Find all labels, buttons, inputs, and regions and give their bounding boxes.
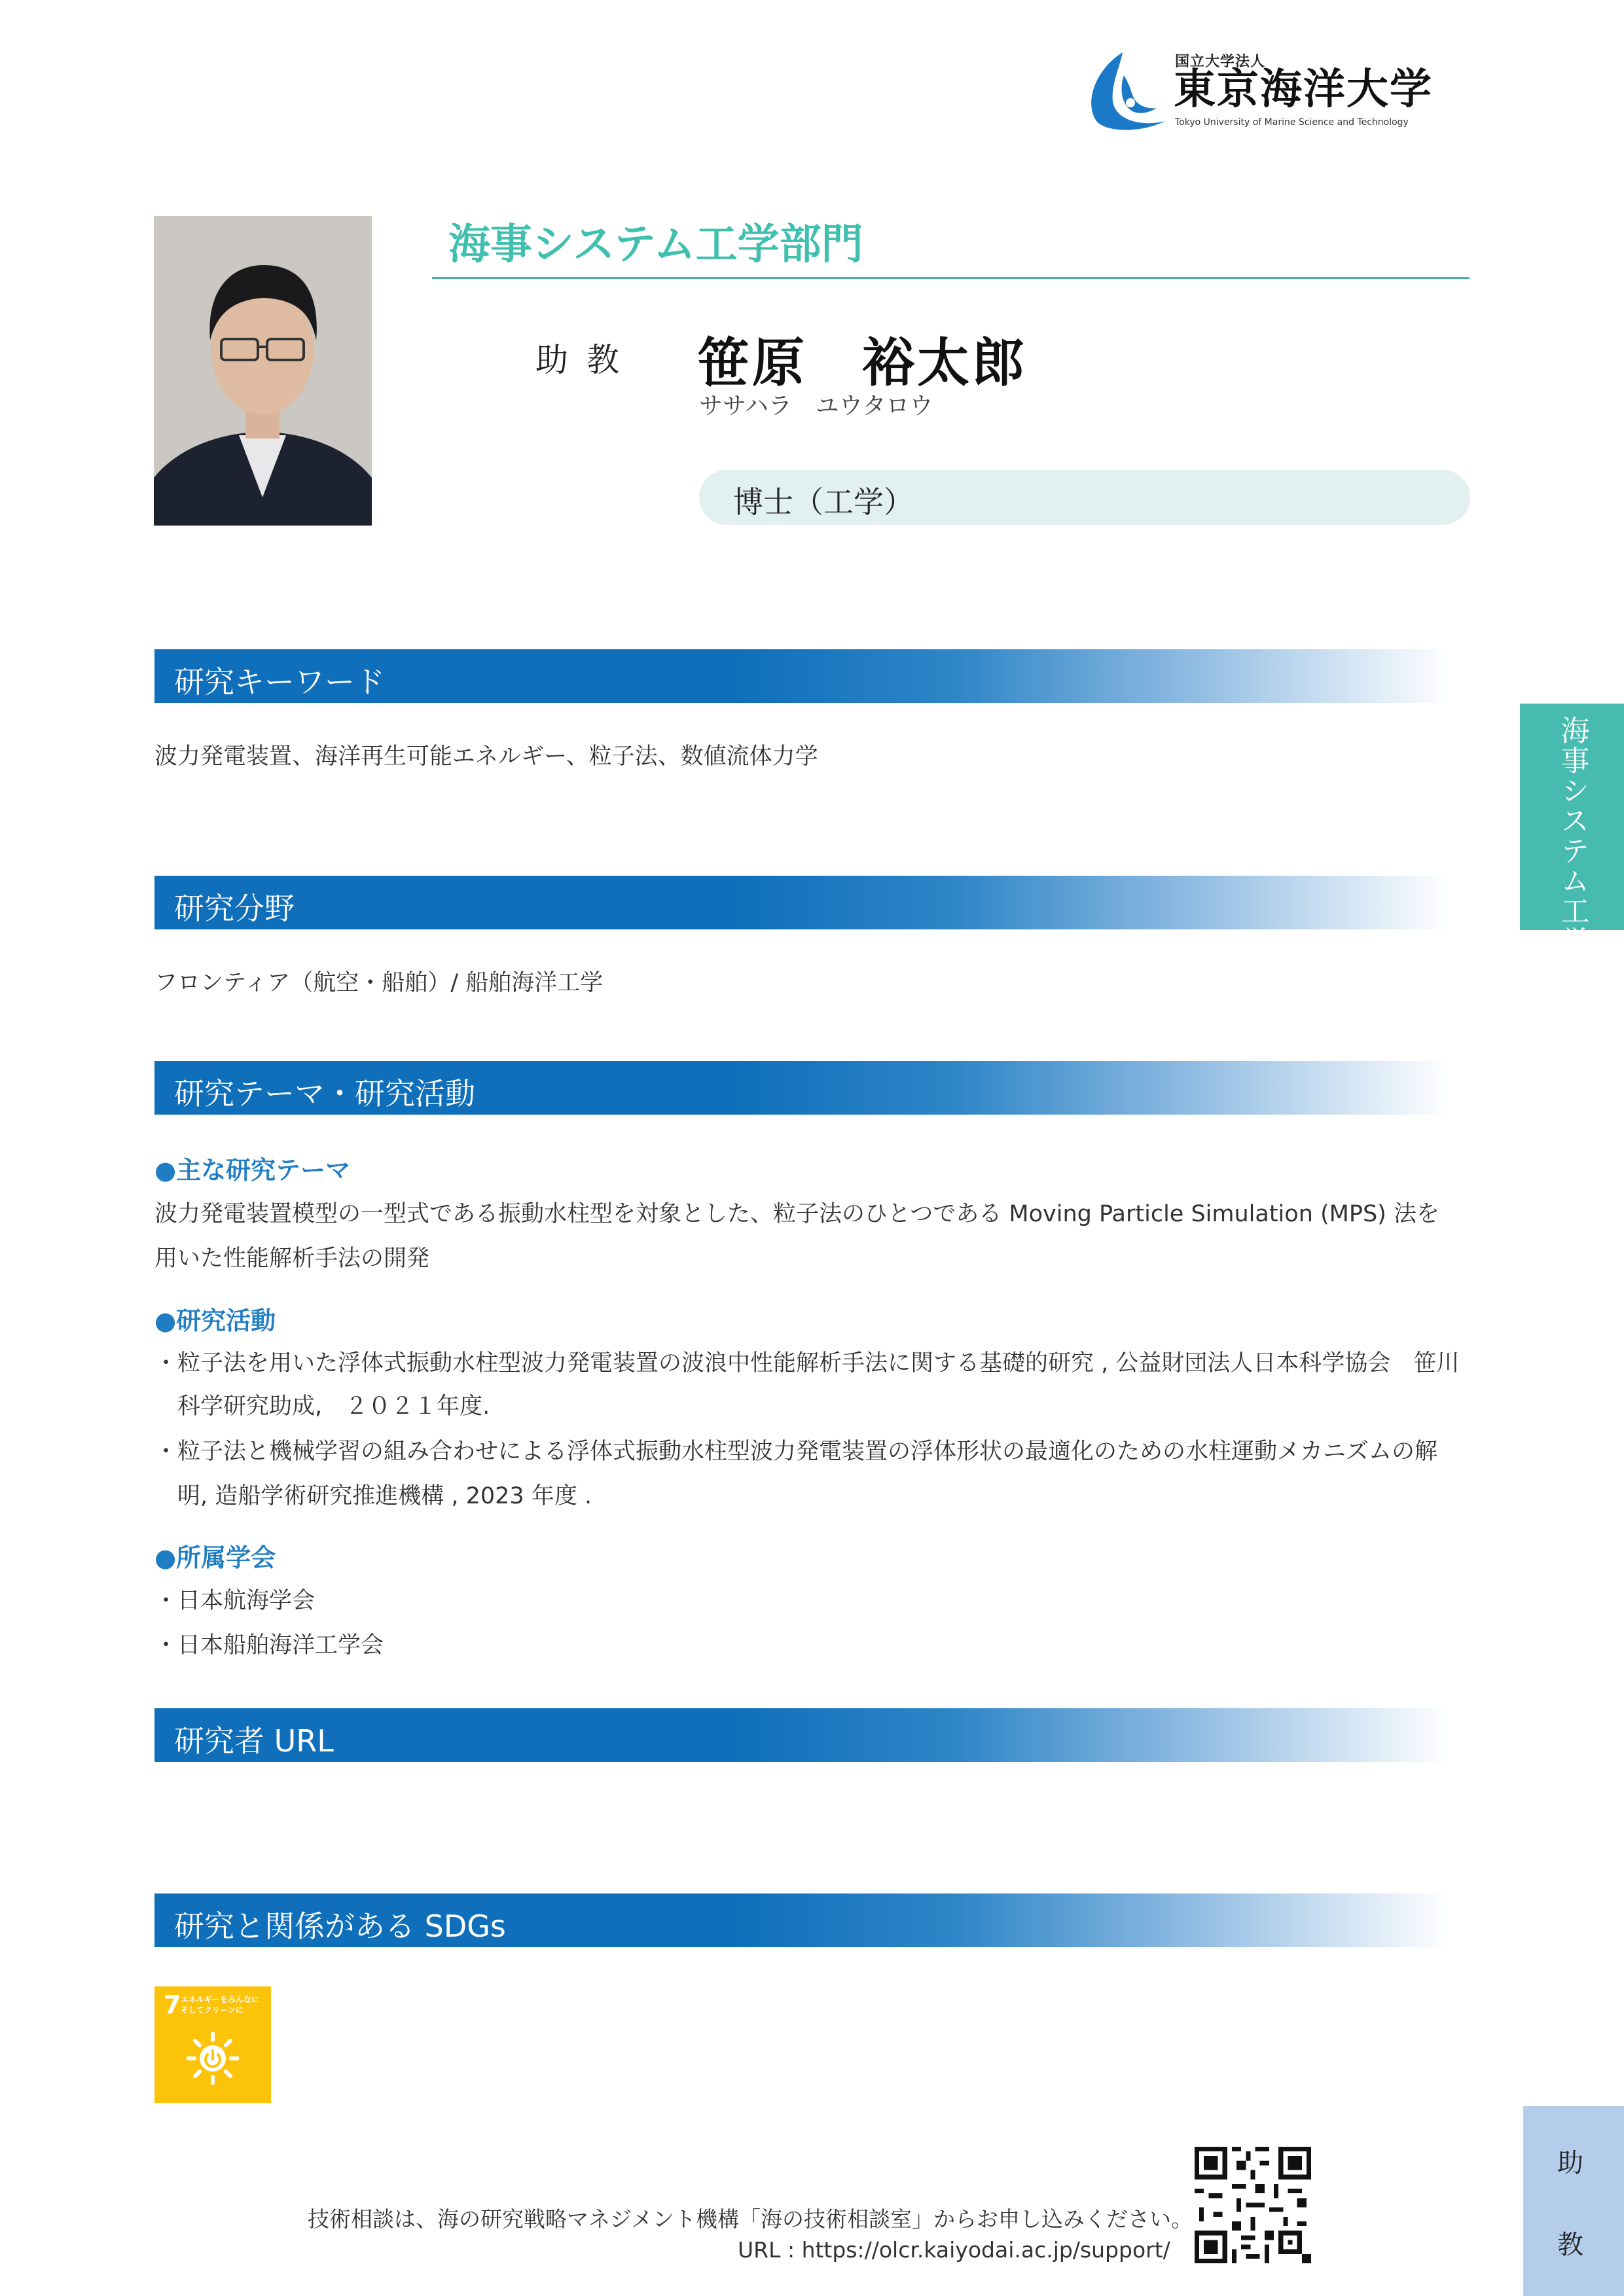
society-line: ・日本船舶海洋工学会 (154, 1632, 384, 1659)
footer-consultation-text: 技術相談は、海の研究戦略マネジメント機構「海の技術相談室」からお申し込みください。 (308, 2206, 1193, 2232)
section-header-sdgs (154, 1893, 1451, 1947)
section-title: 研究テーマ・研究活動 (174, 1076, 475, 1111)
wave-logo-icon (1083, 49, 1172, 134)
section-header-field (154, 876, 1451, 929)
department-title: 海事システム工学部門 (448, 221, 863, 269)
activity-line: ・粒子法を用いた浮体式振動水柱型波力発電装置の波浪中性能解析手法に関する基礎的研究 , 公益財団法人日本科学協会 笹川 (154, 1350, 1460, 1376)
researcher-name-kana: ササハラ ユウタロウ (699, 393, 933, 420)
section-title: 研究者 URL (174, 1723, 334, 1759)
academic-rank: 助教 (535, 341, 638, 379)
section-header-url (154, 1708, 1451, 1762)
activity-line: ・粒子法と機械学習の組み合わせによる浮体式振動水柱型波力発電装置の浮体形状の最適化のための水柱運動メカニズムの解 (154, 1439, 1438, 1465)
section-title: 研究キーワード (174, 664, 385, 700)
rank-side-tab (1523, 2106, 1624, 2296)
department-divider (432, 277, 1470, 279)
activity-heading: ●研究活動 (154, 1306, 276, 1335)
degree-text: 博士（工学） (733, 484, 914, 520)
portrait-image (154, 216, 372, 526)
logo-small-text: 国立大学法人 (1175, 54, 1266, 70)
section-title: 研究と関係がある SDGs (174, 1909, 506, 1944)
keywords-text: 波力発電装置、海洋再生可能エネルギー、粒子法、数値流体力学 (154, 744, 818, 770)
activity-line: 明, 造船学術研究推進機構 , 2023 年度 . (154, 1483, 592, 1509)
section-title: 研究分野 (174, 891, 295, 926)
sdg-goal-text: エネルギーをみんなに そしてクリーンに (181, 1995, 260, 2015)
logo-english-name: Tokyo University of Marine Science and Technology (1175, 117, 1409, 128)
main-theme-heading: ●主な研究テーマ (154, 1156, 351, 1185)
section-header-theme (154, 1061, 1451, 1115)
society-line: ・日本航海学会 (154, 1588, 316, 1614)
sun-power-icon (187, 2032, 239, 2085)
field-text: フロンティア（航空・船舶）/ 船舶海洋工学 (154, 970, 604, 996)
qr-code-icon[interactable] (1195, 2147, 1311, 2263)
section-header-keywords (154, 649, 1451, 703)
university-logo (1083, 49, 1450, 134)
main-theme-line: 波力発電装置模型の一型式である振動水柱型を対象とした、粒子法のひとつである Moving Particle Simulation (MPS) 法を (154, 1201, 1439, 1227)
logo-name: 東京海洋大学 (1174, 65, 1433, 114)
sdg-goal-number: 7 (164, 1990, 181, 2019)
sdg-goal-7-badge (154, 1986, 271, 2103)
footer-url[interactable]: URL : https://olcr.kaiyodai.ac.jp/support/ (738, 2237, 1170, 2263)
department-side-tab (1520, 704, 1624, 956)
researcher-photo (154, 216, 372, 526)
society-heading: ●所属学会 (154, 1543, 276, 1572)
rank-tab-char: 教 (1557, 2230, 1583, 2260)
rank-tab-char: 助 (1557, 2148, 1583, 2178)
main-theme-line: 用いた性能解析手法の開発 (154, 1246, 430, 1272)
researcher-name: 笹原 裕太郎 (697, 332, 1027, 393)
activity-line: 科学研究助成, ２０２１年度. (154, 1393, 490, 1420)
side-tab-label: 海事システム工学 (1555, 715, 1589, 956)
degree-badge (699, 470, 1470, 525)
